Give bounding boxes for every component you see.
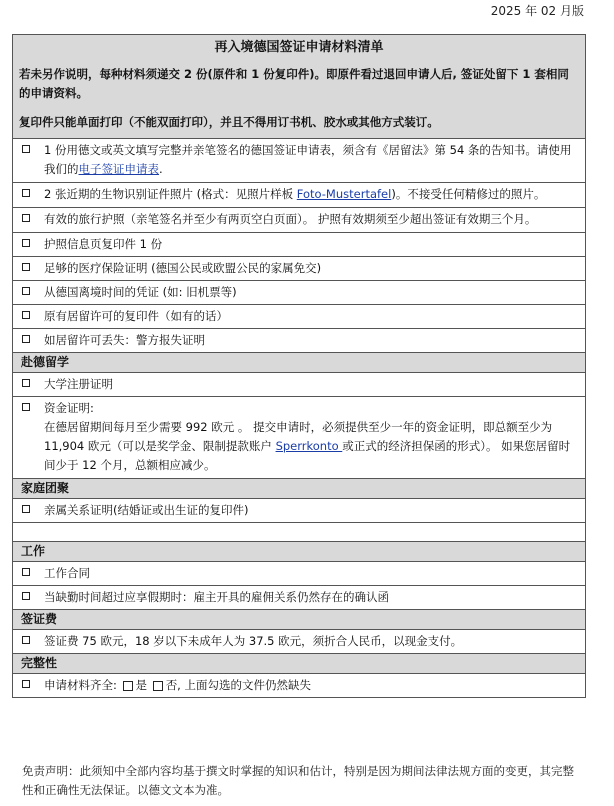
checklist-table (12, 34, 586, 698)
checkbox[interactable] (22, 335, 30, 343)
e-visa-form-link[interactable]: 电子签证申请表 (78, 162, 159, 176)
item-text: 签证费 75 欧元，18 岁以下未成年人为 37.5 欧元，须折合人民币，以现金支付。 (44, 634, 463, 648)
item-text: 如居留许可丢失：警方报失证明 (44, 333, 205, 347)
item-visa-fee (13, 630, 585, 654)
funds-detail: 在德居留期间每月至少需要 992 欧元 。 提交申请时，必须提供至少一年的资金证明，即总额至少为 11,904 欧元（可以是奖学金、限制提款账户 Sperrkonto 或正式的经济担保函的形式）。 如果您居留时间少于 12 个月，总额相应减少。 (44, 420, 571, 472)
item-text: 1 份用德文或英文填写完整并亲笔签名的德国签证申请表，须含有《居留法》第 54 条的告知书。请使用我们的 (44, 143, 572, 176)
item-text: 亲属关系证明(结婚证或出生证的复印件) (44, 503, 249, 517)
item-text: 当缺勤时间超过应享假期时：雇主开具的雇佣关系仍然存在的确认函 (44, 590, 389, 604)
item-funds (13, 397, 585, 479)
checkbox[interactable] (22, 214, 30, 222)
item-text: 大学注册证明 (44, 377, 113, 391)
edition-date: 2025 年 02 月版 (490, 4, 584, 18)
checkbox[interactable] (22, 592, 30, 600)
checkbox[interactable] (22, 287, 30, 295)
item-text: 申请材料齐全: (44, 678, 117, 692)
checklist-header (13, 35, 585, 139)
section-heading-work: 工作 (13, 542, 585, 562)
option-yes-label: 是 (135, 678, 148, 692)
checkbox-yes[interactable] (123, 681, 133, 691)
item-residence-lost (13, 329, 585, 353)
section-heading-fee: 签证费 (13, 610, 585, 630)
item-employment-confirmation (13, 586, 585, 610)
item-passport (13, 208, 585, 233)
checkbox[interactable] (22, 189, 30, 197)
checkbox[interactable] (22, 636, 30, 644)
intro-text: 若未另作说明，每种材料须递交 2 份(原件和 1 份复印件)。即原件看过退回申请人后, 签证处留下 1 套相同的申请资料。 (19, 67, 569, 100)
checkbox[interactable] (22, 568, 30, 576)
checkbox[interactable] (22, 379, 30, 387)
checkbox[interactable] (22, 239, 30, 247)
item-text: 2 张近期的生物识别证件照片 (格式：见照片样板 (44, 187, 297, 201)
item-work-contract (13, 562, 585, 586)
checkbox[interactable] (22, 145, 30, 153)
item-text: 原有居留许可的复印件（如有的话） (44, 309, 228, 323)
photo-sample-link[interactable]: Foto-Mustertafel (296, 187, 392, 201)
checkbox[interactable] (22, 680, 30, 688)
item-application-form: 1 份用德文或英文填写完整并亲笔签名的德国签证申请表，须含有《居留法》第 54 条的告知书。请使用我们的电子签证申请表. (13, 139, 585, 183)
checkbox[interactable] (22, 311, 30, 319)
item-text: 从德国离境时间的凭证 (如: 旧机票等) (44, 285, 237, 299)
section-heading-study: 赴德留学 (13, 353, 585, 373)
checkbox[interactable] (22, 403, 30, 411)
checkbox-no[interactable] (153, 681, 163, 691)
item-residence-copy (13, 305, 585, 329)
missing-note: 上面勾选的文件仍然缺失 (184, 678, 311, 692)
item-text: 有效的旅行护照（亲笔签名并至少有两页空白页面）。 护照有效期须至少超出签证有效期三个月。 (44, 212, 537, 226)
item-enrollment (13, 373, 585, 397)
item-insurance (13, 257, 585, 281)
item-departure-proof (13, 281, 585, 305)
item-passport-copy (13, 233, 585, 257)
copy-rules-text: 复印件只能单面打印（不能双面打印），并且不得用订书机、胶水或其他方式装订。 (19, 115, 439, 129)
disclaimer: 免责声明：此须知中全部内容均基于撰文时掌握的知识和估计，特别是因为期间法律法规方面的变更，其完整性和正确性无法保证。以德文文本为准。 (22, 764, 574, 797)
item-text: 工作合同 (44, 566, 90, 580)
item-relation-proof (13, 499, 585, 523)
item-text: 足够的医疗保险证明 (德国公民或欧盟公民的家属免交) (44, 261, 322, 275)
checkbox[interactable] (22, 263, 30, 271)
item-text: 护照信息页复印件 1 份 (44, 237, 163, 251)
option-no-label: 否, (165, 678, 181, 692)
page-title: 再入境德国签证申请材料清单 (214, 40, 384, 55)
section-heading-family: 家庭团聚 (13, 479, 585, 499)
section-heading-completeness: 完整性 (13, 654, 585, 674)
item-photos: 2 张近期的生物识别证件照片 (格式：见照片样板 Foto-Mustertafel)。不接受任何精修过的照片。 (13, 183, 585, 208)
item-text: 资金证明: (44, 401, 94, 415)
blank-row (13, 523, 585, 542)
item-completeness (13, 674, 585, 698)
checkbox[interactable] (22, 505, 30, 513)
sperrkonto-link[interactable]: Sperrkonto (275, 439, 343, 453)
